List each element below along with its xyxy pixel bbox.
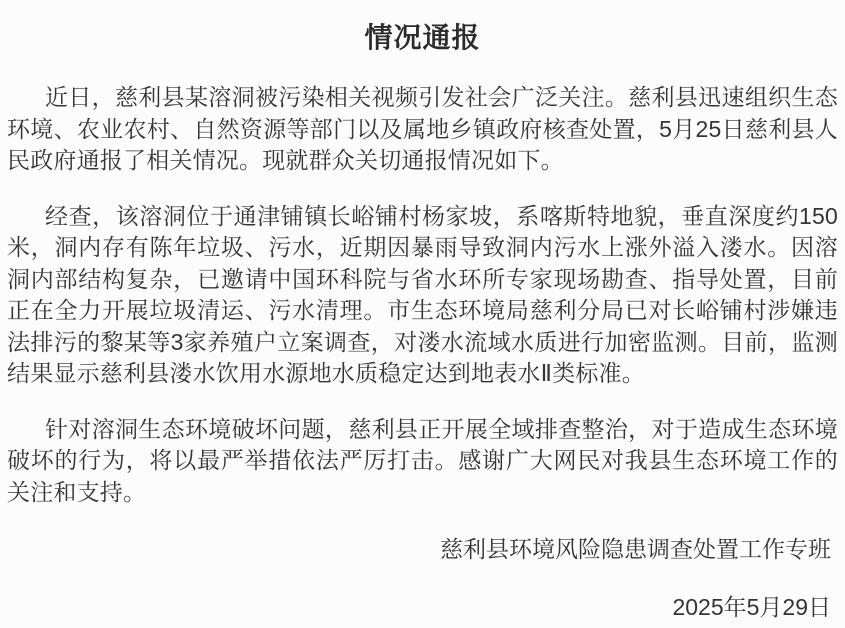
paragraph-investigation: 经查，该溶洞位于通津铺镇长峪铺村杨家坡，系喀斯特地貌，垂直深度约150米，洞内存有陈年垃圾、污水，近期因暴雨导致洞内污水上涨外溢入溇水。因溶洞内部结构复杂，已邀请中国环科院与省水环所专家现场勘查、指导处置，目前正在全力开展垃圾清运、污水清理。市生态环境局慈利分局已对长峪铺村涉嫌违法排污的黎某等3家养殖户立案调查，对溇水流域水质进行加密监测。目前，监测结果显示慈利县溇水饮用水源地水质稳定达到地表水Ⅱ类标准。 — [7, 202, 838, 386]
document-title: 情况通报 — [364, 22, 481, 53]
issue-date: 2025年5月29日 — [672, 593, 831, 620]
paragraph-intro: 近日，慈利县某溶洞被污染相关视频引发社会广泛关注。慈利县迅速组织生态环境、农业农村、自然资源等部门以及属地乡镇政府核查处置，5月25日慈利县人民政府通报了相关情况。现就群众关切通报情况如下。 — [7, 84, 838, 173]
signature-issuer: 慈利县环境风险隐患调查处置工作专班 — [440, 536, 831, 562]
paragraph-measures: 针对溶洞生态环境破坏问题，慈利县正开展全域排查整治，对于造成生态环境破坏的行为，将以最严举措依法严厉打击。感谢广大网民对我县生态环境工作的关注和支持。 — [7, 415, 838, 505]
